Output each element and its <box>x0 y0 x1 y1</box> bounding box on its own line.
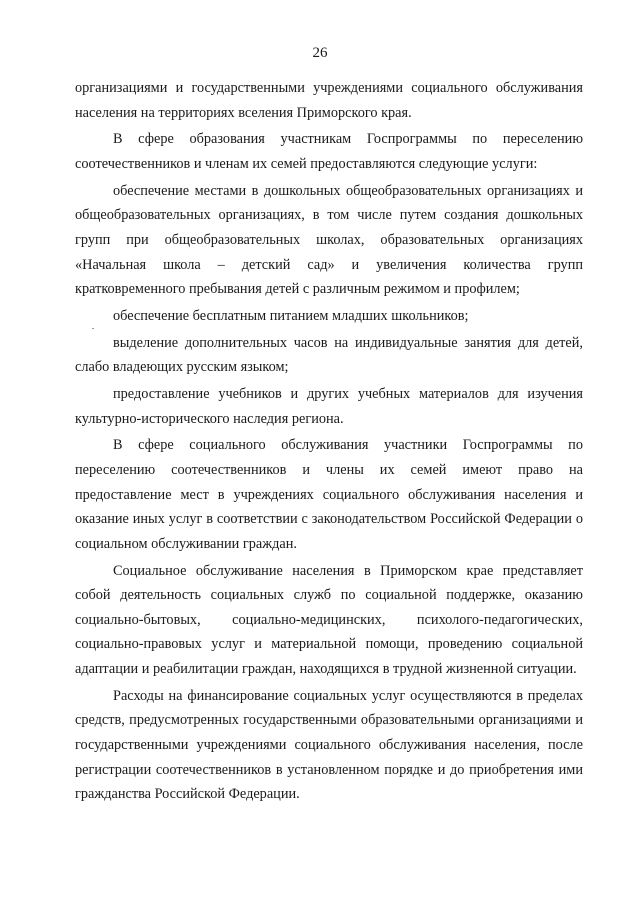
paragraph-textbooks: предоставление учебников и других учебных материалов для изучения культурно-исторического наследия региона. <box>75 386 583 427</box>
paragraph-continuation: организациями и государственными учреждениями социального обслуживания населения на территориях вселения Приморского края. <box>75 80 583 121</box>
paragraph-preschool-places: обеспечение местами в дошкольных общеобразовательных организациях и общеобразовательных организациях, в том числе путем создания дошкольных групп при общеобразовательных школах, образовательных организациях «Начальная школа – детский сад» и увеличения количества групп кратковременного пребывания детей с различным режимом и профилем; <box>75 182 583 298</box>
paragraph-social-services-rights: В сфере социального обслуживания участники Госпрограммы по переселению соотечественников и члены их семей имеют право на предоставление мест в учреждениях социального обслуживания населения и оказание иных услуг в соответствии с законодательством Российской Федерации о социальном обслуживании граждан. <box>75 437 583 552</box>
document-body <box>75 76 583 807</box>
paragraph-education-intro: В сфере образования участникам Госпрограммы по переселению соотечественников и членам их семей предоставляются следующие услуги: <box>75 131 583 172</box>
page-number: 26 <box>312 45 328 61</box>
scan-artifact-mark <box>92 328 94 329</box>
paragraph-financing: Расходы на финансирование социальных услуг осуществляются в пределах средств, предусмотренных государственными образовательными организациями и государственными учреждениями социального обслуживания населения, после регистрации соотечественников в установленном порядке и до приобретения ими гражданства Российской Федерации. <box>75 687 583 803</box>
paragraph-free-meals: обеспечение бесплатным питанием младших школьников; <box>113 307 469 324</box>
paragraph-social-services-description: Социальное обслуживание населения в Приморском крае представляет собой деятельность социальных служб по социальной поддержке, оказанию социально-бытовых, социально-медицинских, психолого-педагогических, социально-правовых услуг и материальной помощи, проведению социальной адаптации и реабилитации граждан, находящихся в трудной жизненной ситуации. <box>75 562 583 677</box>
paragraph-extra-hours: выделение дополнительных часов на индивидуальные занятия для детей, слабо владеющих русским языком; <box>75 334 583 376</box>
